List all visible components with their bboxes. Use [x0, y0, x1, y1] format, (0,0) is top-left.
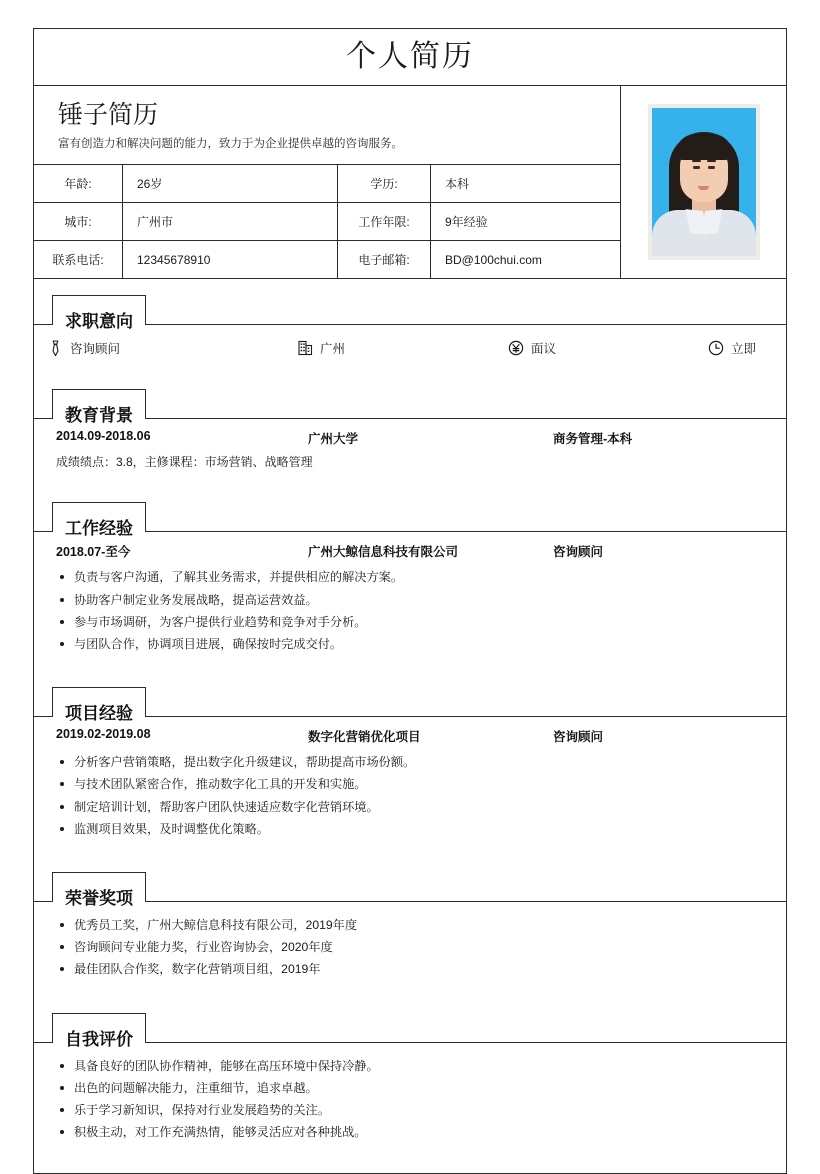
- section-work-experience: [34, 502, 786, 671]
- section-rule: [34, 418, 786, 419]
- list-item: 分析客户营销策略，提出数字化升级建议，帮助提高市场份额。: [56, 751, 764, 773]
- info-value-education: 本科: [431, 165, 621, 203]
- list-item: 与团队合作，协调项目进展，确保按时完成交付。: [56, 633, 764, 655]
- candidate-name: 锤子简历: [58, 101, 159, 129]
- candidate-tagline: 富有创造力和解决问题的能力，致力于为企业提供卓越的咨询服务。: [58, 138, 403, 151]
- photo-column: [621, 86, 786, 278]
- list-item: 协助客户制定业务发展战略，提高运营效益。: [56, 589, 764, 611]
- entry-header: [56, 727, 764, 745]
- list-item: 积极主动，对工作充满热情，能够灵活应对各种挑战。: [56, 1121, 764, 1143]
- list-item: 出色的问题解决能力，注重细节，追求卓越。: [56, 1077, 764, 1099]
- section-header: [34, 872, 786, 908]
- list-item: 制定培训计划，帮助客户团队快速适应数字化营销环境。: [56, 796, 764, 818]
- table-row: [34, 241, 620, 279]
- project-role: 咨询顾问: [553, 730, 604, 745]
- spacer: [56, 840, 764, 852]
- info-value-email: BD@100chui.com: [445, 252, 542, 267]
- job-intention-row: [34, 325, 786, 373]
- section-title: 求职意向: [65, 312, 133, 332]
- info-label-age: 年龄:: [34, 165, 123, 203]
- building-icon: [298, 340, 313, 356]
- candidate-photo: [652, 108, 756, 256]
- section-title: 项目经验: [65, 704, 133, 724]
- awards-list: [56, 914, 764, 981]
- section-rule: [34, 1042, 786, 1043]
- section-header: [34, 295, 786, 332]
- table-row: [34, 203, 620, 241]
- section-project-experience: [34, 687, 786, 856]
- intention-salary-label: 面议: [531, 342, 557, 357]
- entry-header: [56, 429, 764, 447]
- section-self-evaluation: [34, 1013, 786, 1174]
- section-tab: [52, 502, 146, 539]
- work-entry: [56, 542, 764, 655]
- info-label-email: 电子邮箱:: [338, 241, 431, 279]
- education-date: 2014.09-2018.06: [56, 429, 151, 444]
- section-tab: [52, 687, 146, 724]
- project-name: 数字化营销优化项目: [308, 730, 421, 745]
- project-body: [34, 717, 786, 856]
- photo-eye-right: [708, 166, 715, 169]
- info-value-age: 26岁: [123, 165, 338, 203]
- list-item: 与技术团队紧密合作，推动数字化工具的开发和实施。: [56, 773, 764, 795]
- header-section: [34, 86, 786, 279]
- section-job-intention: [34, 295, 786, 373]
- project-entry: [56, 727, 764, 840]
- intention-city-label: 广州: [320, 342, 346, 357]
- info-value-city: 广州市: [123, 203, 338, 241]
- section-tab: [52, 1013, 146, 1049]
- list-item: 优秀员工奖，广州大鲸信息科技有限公司，2019年度: [56, 914, 764, 936]
- intention-availability-label: 立即: [731, 342, 757, 357]
- section-header: [34, 687, 786, 724]
- photo-hair-front: [676, 134, 732, 160]
- list-item: 最佳团队合作奖，数字化营销项目组，2019年: [56, 958, 764, 980]
- section-rule: [34, 716, 786, 717]
- resume-page: [33, 28, 787, 1174]
- project-date: 2019.02-2019.08: [56, 727, 151, 742]
- project-bullet-list: [56, 751, 764, 840]
- list-item: 乐于学习新知识，保持对行业发展趋势的关注。: [56, 1099, 764, 1121]
- self-evaluation-list: [56, 1055, 764, 1144]
- self-evaluation-body: [34, 1043, 786, 1174]
- section-title: 工作经验: [65, 519, 133, 539]
- info-value-experience: 9年经验: [431, 203, 621, 241]
- intention-position: [42, 339, 298, 357]
- name-block: [34, 86, 620, 165]
- photo-brow-left: [692, 160, 701, 162]
- section-header: [34, 502, 786, 539]
- info-label-phone: 联系电话:: [34, 241, 123, 279]
- awards-body: [34, 902, 786, 997]
- intention-position-label: 咨询顾问: [70, 342, 121, 357]
- section-tab: [52, 295, 146, 332]
- list-item: 咨询顾问专业能力奖，行业咨询协会，2020年度: [56, 936, 764, 958]
- intention-city: [298, 339, 508, 357]
- yen-circle-icon: [508, 340, 524, 356]
- spacer: [56, 981, 764, 993]
- info-label-city: 城市:: [34, 203, 123, 241]
- section-awards: [34, 872, 786, 997]
- section-header: [34, 389, 786, 426]
- basic-info-table: [34, 165, 620, 278]
- page-title: 个人简历: [346, 40, 474, 73]
- section-header: [34, 1013, 786, 1049]
- spacer: [56, 655, 764, 667]
- section-education: [34, 389, 786, 486]
- info-label-experience: 工作年限:: [338, 203, 431, 241]
- work-body: [34, 532, 786, 671]
- list-item: 负责与客户沟通，了解其业务需求，并提供相应的解决方案。: [56, 566, 764, 588]
- photo-brow-right: [707, 160, 716, 162]
- section-title: 荣誉奖项: [65, 888, 133, 908]
- work-role: 咨询顾问: [553, 545, 604, 560]
- photo-frame: [648, 104, 760, 260]
- education-body: [34, 419, 786, 486]
- work-bullet-list: [56, 566, 764, 655]
- work-date: 2018.07-至今: [56, 545, 131, 560]
- list-item: 监测项目效果，及时调整优化策略。: [56, 818, 764, 840]
- table-row: [34, 165, 620, 203]
- education-detail: 成绩绩点：3.8，主修课程：市场营销、战略管理: [56, 455, 313, 470]
- education-school: 广州大学: [308, 432, 359, 447]
- document-title-band: [34, 29, 786, 86]
- spacer: [56, 470, 764, 482]
- intention-salary: [508, 339, 708, 357]
- clock-icon: [708, 340, 724, 356]
- section-title: 自我评价: [65, 1029, 133, 1049]
- photo-eye-left: [693, 166, 700, 169]
- list-item: 参与市场调研，为客户提供行业趋势和竞争对手分析。: [56, 611, 764, 633]
- spacer: [56, 1143, 764, 1169]
- education-entry: [56, 429, 764, 470]
- work-company: 广州大鲸信息科技有限公司: [308, 545, 459, 560]
- section-tab: [52, 389, 146, 426]
- intention-availability: [708, 339, 778, 357]
- entry-header: [56, 542, 764, 560]
- section-rule: [34, 324, 786, 325]
- section-title: 教育背景: [65, 406, 133, 426]
- section-tab: [52, 872, 146, 908]
- section-rule: [34, 901, 786, 902]
- list-item: 具备良好的团队协作精神，能够在高压环境中保持冷静。: [56, 1055, 764, 1077]
- info-label-education: 学历:: [338, 165, 431, 203]
- section-rule: [34, 531, 786, 532]
- necktie-icon: [48, 340, 63, 357]
- identity-column: [34, 86, 621, 278]
- education-major: 商务管理-本科: [553, 432, 633, 447]
- info-value-phone: 12345678910: [123, 241, 338, 279]
